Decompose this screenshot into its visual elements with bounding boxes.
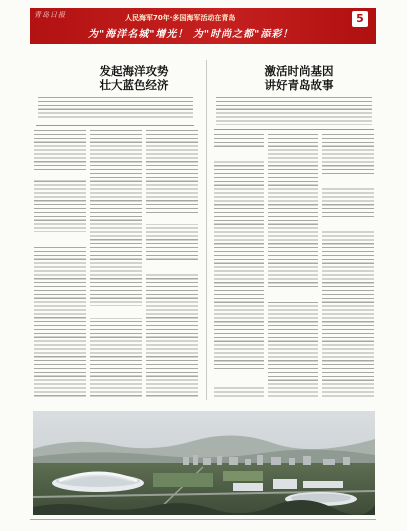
subheading-block [89, 306, 143, 318]
masthead-banner [30, 8, 376, 44]
city-aerial-photo [33, 411, 375, 515]
kicker-main: 多国海军活动在青岛 [172, 14, 236, 22]
article-right-column-1 [214, 134, 264, 398]
article-right-column-3 [322, 134, 374, 398]
divider [214, 129, 374, 130]
subheading-block [33, 232, 87, 244]
article-right-title-line1: 激活时尚基因 [264, 64, 334, 78]
kicker-prefix: 人民海军70年· [125, 14, 173, 22]
masthead-kicker [125, 13, 235, 23]
page-number: 5 [352, 11, 368, 27]
subheading-block [321, 176, 375, 186]
article-left-title-line2: 壮大蓝色经济 [99, 78, 169, 92]
subheading-block [267, 290, 319, 302]
footer-divider [30, 519, 376, 520]
newspaper-logo: 青岛日报 [34, 11, 66, 19]
article-right-column-2 [268, 134, 318, 398]
column-divider [206, 60, 207, 400]
subheading-block [145, 262, 199, 272]
article-right-title-line2: 讲好青岛故事 [264, 78, 334, 92]
subheading-block [213, 372, 265, 386]
article-left-lead [38, 97, 193, 120]
city-aerial-photo-svg [33, 411, 375, 515]
subheading-block [33, 170, 87, 180]
subheading-block [213, 148, 265, 160]
article-left-column-2 [90, 130, 142, 398]
article-right-title [236, 64, 362, 92]
subheading-block [321, 220, 375, 230]
subheading-block [145, 214, 199, 224]
article-right-lead [216, 97, 372, 125]
article-left-title [64, 64, 204, 92]
masthead-slogan: 为"海洋名城"增光！ 为"时尚之都"添彩！ [88, 29, 294, 40]
article-left-title-line1: 发起海洋攻势 [99, 64, 169, 78]
divider [36, 125, 194, 126]
